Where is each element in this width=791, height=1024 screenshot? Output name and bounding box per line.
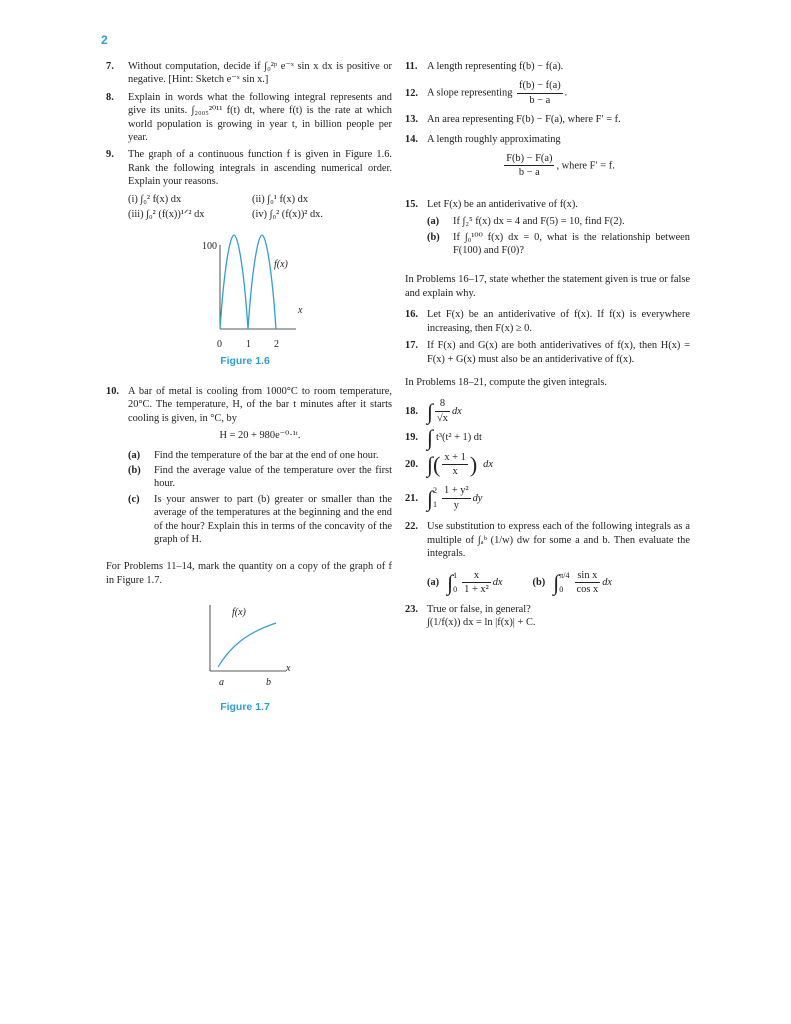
x-axis-label: x xyxy=(286,663,291,675)
left-column xyxy=(106,60,392,715)
problem-7 xyxy=(106,60,392,87)
differential: dx xyxy=(451,405,462,417)
problem-22 xyxy=(405,520,690,560)
fraction-top: x xyxy=(462,569,491,583)
problem-number: 7. xyxy=(106,61,114,72)
option-iv: (iv) ∫₀² (f(x))² dx. xyxy=(252,209,323,221)
figure-1-6 xyxy=(106,229,392,351)
problem-text: Use substitution to express each of the following integrals as a multiple of ∫ₐᵇ (1/w) dw for some a and b. Then evaluate the integrals. xyxy=(427,521,690,560)
integral-sign: ∫ xyxy=(553,569,560,595)
part-label: (c) xyxy=(128,493,140,505)
problem-number: 22. xyxy=(405,521,418,533)
problem-text: Without computation, decide if ∫₀²ᵖ e⁻ˣ sin x dx is positive or negative. [Hint: Sketch e⁻ˣ sin x.] xyxy=(128,61,392,86)
lower-limit: 0 xyxy=(559,584,564,594)
integral-sign: ∫ xyxy=(427,425,434,451)
problem-17 xyxy=(405,339,690,366)
option-iii: (iii) ∫₀² (f(x))¹ᐟ² dx xyxy=(128,209,205,221)
problem-text: A bar of metal is cooling from 1000°C to room temperature, 20°C. The temperature, H, of the bar t minutes after it starts cooling is given, in °C, by xyxy=(128,385,392,424)
differential: dx xyxy=(483,458,493,470)
integral-limits xyxy=(433,484,437,512)
problem-10-part-c xyxy=(128,493,392,547)
problem-8 xyxy=(106,91,392,145)
x-tick-1: 1 xyxy=(246,339,251,351)
figure-1-6-caption: Figure 1.6 xyxy=(220,355,270,368)
part-label: (a) xyxy=(128,449,141,461)
problem-14-formula xyxy=(427,152,690,180)
integral-sign: ∫ xyxy=(427,451,434,477)
curve-label: f(x) xyxy=(274,259,288,271)
part-text: Is your answer to part (b) greater or smaller than the average of the temperatures at the beginning and the end of the hour? Explain this in terms of the concavity of the graph of H. xyxy=(154,493,392,545)
problem-tail: , where F′ = f. xyxy=(556,160,615,172)
x-tick-2: 2 xyxy=(274,339,279,351)
problem-19 xyxy=(405,425,690,451)
problem-15-part-a xyxy=(427,215,690,228)
problem-13 xyxy=(405,113,690,126)
problem-number: 16. xyxy=(405,309,418,321)
problem-10 xyxy=(106,385,392,425)
problem-10-part-a xyxy=(128,449,392,462)
problem-18 xyxy=(405,397,690,425)
fraction-bottom: √x xyxy=(437,412,448,424)
problem-9 xyxy=(106,148,392,188)
problem-text: A length roughly approximating xyxy=(427,133,561,145)
problem-number: 19. xyxy=(405,432,418,444)
integral-limits xyxy=(559,569,569,597)
part-text: If ∫₂⁵ f(x) dx = 4 and F(5) = 10, find F(2). xyxy=(453,216,625,228)
problem-number: 10. xyxy=(106,385,119,397)
fraction xyxy=(442,484,471,512)
figure-1-7 xyxy=(106,595,392,687)
fraction-bottom: b − a xyxy=(518,167,540,179)
x-tick-b: b xyxy=(266,677,271,689)
problem-20 xyxy=(405,451,690,479)
problem-number: 18. xyxy=(405,405,418,417)
figure-1-7-caption: Figure 1.7 xyxy=(220,701,270,714)
part-label: (b) xyxy=(427,231,440,243)
problem-number: 13. xyxy=(405,114,418,126)
x-tick-a: a xyxy=(219,677,224,689)
integral-sign: ∫ xyxy=(447,569,454,595)
problem-11 xyxy=(405,60,690,73)
problem-text: A length representing f(b) − f(a). xyxy=(427,61,564,72)
differential: dx xyxy=(602,576,612,588)
problem-number: 11. xyxy=(405,61,418,72)
integral-sign: ∫ xyxy=(427,485,434,511)
fraction xyxy=(442,451,467,479)
problem-21 xyxy=(405,484,690,512)
part-label: (a) xyxy=(427,576,440,588)
problem-text: If F(x) and G(x) are both antiderivatives of f(x), then H(x) = F(x) + G(x) must also be an antiderivative of f(x). xyxy=(427,340,690,365)
problem-14 xyxy=(405,133,690,146)
integral-sign: ∫ xyxy=(427,398,434,424)
fraction-top: f(b) − f(a) xyxy=(517,79,563,93)
fraction-bottom: b − a xyxy=(529,94,551,106)
problem-22-parts xyxy=(427,569,690,597)
problem-23 xyxy=(405,603,690,630)
problem-text: An area representing F(b) − F(a), where F′ = f. xyxy=(427,114,621,126)
problem-number: 20. xyxy=(405,458,418,470)
option-ii: (ii) ∫₀¹ f(x) dx xyxy=(252,193,309,205)
upper-limit: π/4 xyxy=(559,570,570,580)
problem-10-formula: H = 20 + 980e⁻⁰·¹ᵗ. xyxy=(219,430,301,442)
problem-10-part-b xyxy=(128,464,392,491)
part-text: If ∫₀¹⁰⁰ f(x) dx = 0, what is the relationship between F(100) and F(0)? xyxy=(453,231,690,257)
intro-16-17: In Problems 16–17, state whether the statement given is true or false and explain why. xyxy=(405,274,690,299)
problem-formula: ∫(1/f(x)) dx = ln |f(x)| + C. xyxy=(427,616,536,628)
problem-9-options xyxy=(128,193,392,222)
option-i: (i) ∫₀² f(x) dx xyxy=(128,193,182,205)
fraction xyxy=(575,569,601,597)
part-label: (b) xyxy=(128,464,141,476)
fraction-top: x + 1 xyxy=(442,451,467,465)
integrand: t³(t² + 1) dt xyxy=(436,432,482,444)
problem-tail: . xyxy=(564,87,568,99)
f-curve xyxy=(220,235,276,329)
problem-15 xyxy=(405,198,690,211)
intro-11-14: For Problems 11–14, mark the quantity on a copy of the graph of f in Figure 1.7. xyxy=(106,561,392,586)
problem-15-part-b xyxy=(427,231,690,258)
fraction-top: F(b) − F(a) xyxy=(504,152,554,166)
problem-number: 21. xyxy=(405,492,418,504)
f-curve xyxy=(218,623,276,667)
fraction-bottom: cos x xyxy=(576,584,599,596)
integral-limits xyxy=(453,569,457,597)
problem-number: 17. xyxy=(405,340,418,352)
fraction xyxy=(517,79,563,107)
x-tick-0: 0 xyxy=(217,339,222,351)
part-text: Find the temperature of the bar at the end of one hour. xyxy=(154,449,379,461)
problem-number: 9. xyxy=(106,149,114,161)
upper-limit: 2 xyxy=(433,486,438,496)
paren-left: ( xyxy=(433,451,441,477)
fraction-top: sin x xyxy=(575,569,601,583)
problem-number: 23. xyxy=(405,603,418,615)
y-tick-label: 100 xyxy=(202,241,217,253)
fraction-bottom: x xyxy=(452,465,458,477)
problem-number: 15. xyxy=(405,198,418,210)
problem-text: A slope representing xyxy=(427,87,513,99)
differential: dy xyxy=(472,492,483,504)
fraction-top: 1 + y² xyxy=(442,484,471,498)
lower-limit: 1 xyxy=(433,500,438,510)
curve-label: f(x) xyxy=(232,607,246,619)
lower-limit: 0 xyxy=(453,584,458,594)
differential: dx xyxy=(492,576,503,588)
part-label: (a) xyxy=(427,216,440,228)
problem-16 xyxy=(405,308,690,335)
problem-12 xyxy=(405,79,690,107)
problem-number: 8. xyxy=(106,91,114,103)
part-text: Find the average value of the temperature over the first hour. xyxy=(154,464,392,490)
fraction xyxy=(504,152,554,180)
problem-number: 12. xyxy=(405,88,418,100)
problem-text: The graph of a continuous function f is given in Figure 1.6. Rank the following integrals in ascending numerical order. Explain your reasons. xyxy=(128,149,392,188)
problem-text: Let F(x) be an antiderivative of f(x). If f(x) is everywhere increasing, then F(x) ≥ 0. xyxy=(427,309,690,334)
part-label: (b) xyxy=(532,576,546,588)
fraction xyxy=(435,397,450,425)
page-number: 2 xyxy=(101,33,108,47)
fraction-top: 8 xyxy=(435,397,450,411)
problem-text: True or false, in general? xyxy=(427,603,531,615)
problem-text: Let F(x) be an antiderivative of f(x). xyxy=(427,198,578,210)
upper-limit: 1 xyxy=(453,570,458,580)
right-column xyxy=(405,60,690,633)
problem-number: 14. xyxy=(405,133,418,145)
fraction xyxy=(462,569,491,597)
x-axis-label: x xyxy=(298,305,303,317)
intro-18-21: In Problems 18–21, compute the given integrals. xyxy=(405,376,608,388)
paren-right: ) xyxy=(469,451,478,477)
problem-text: Explain in words what the following integral represents and give its units. ∫₂₀₀₅²⁰¹¹ f(t) dt, where f(t) is the rate at which world population is growing in year t, in billion people per year. xyxy=(128,91,392,144)
fraction-bottom: y xyxy=(453,499,459,511)
fraction-bottom: 1 + x² xyxy=(464,584,489,596)
